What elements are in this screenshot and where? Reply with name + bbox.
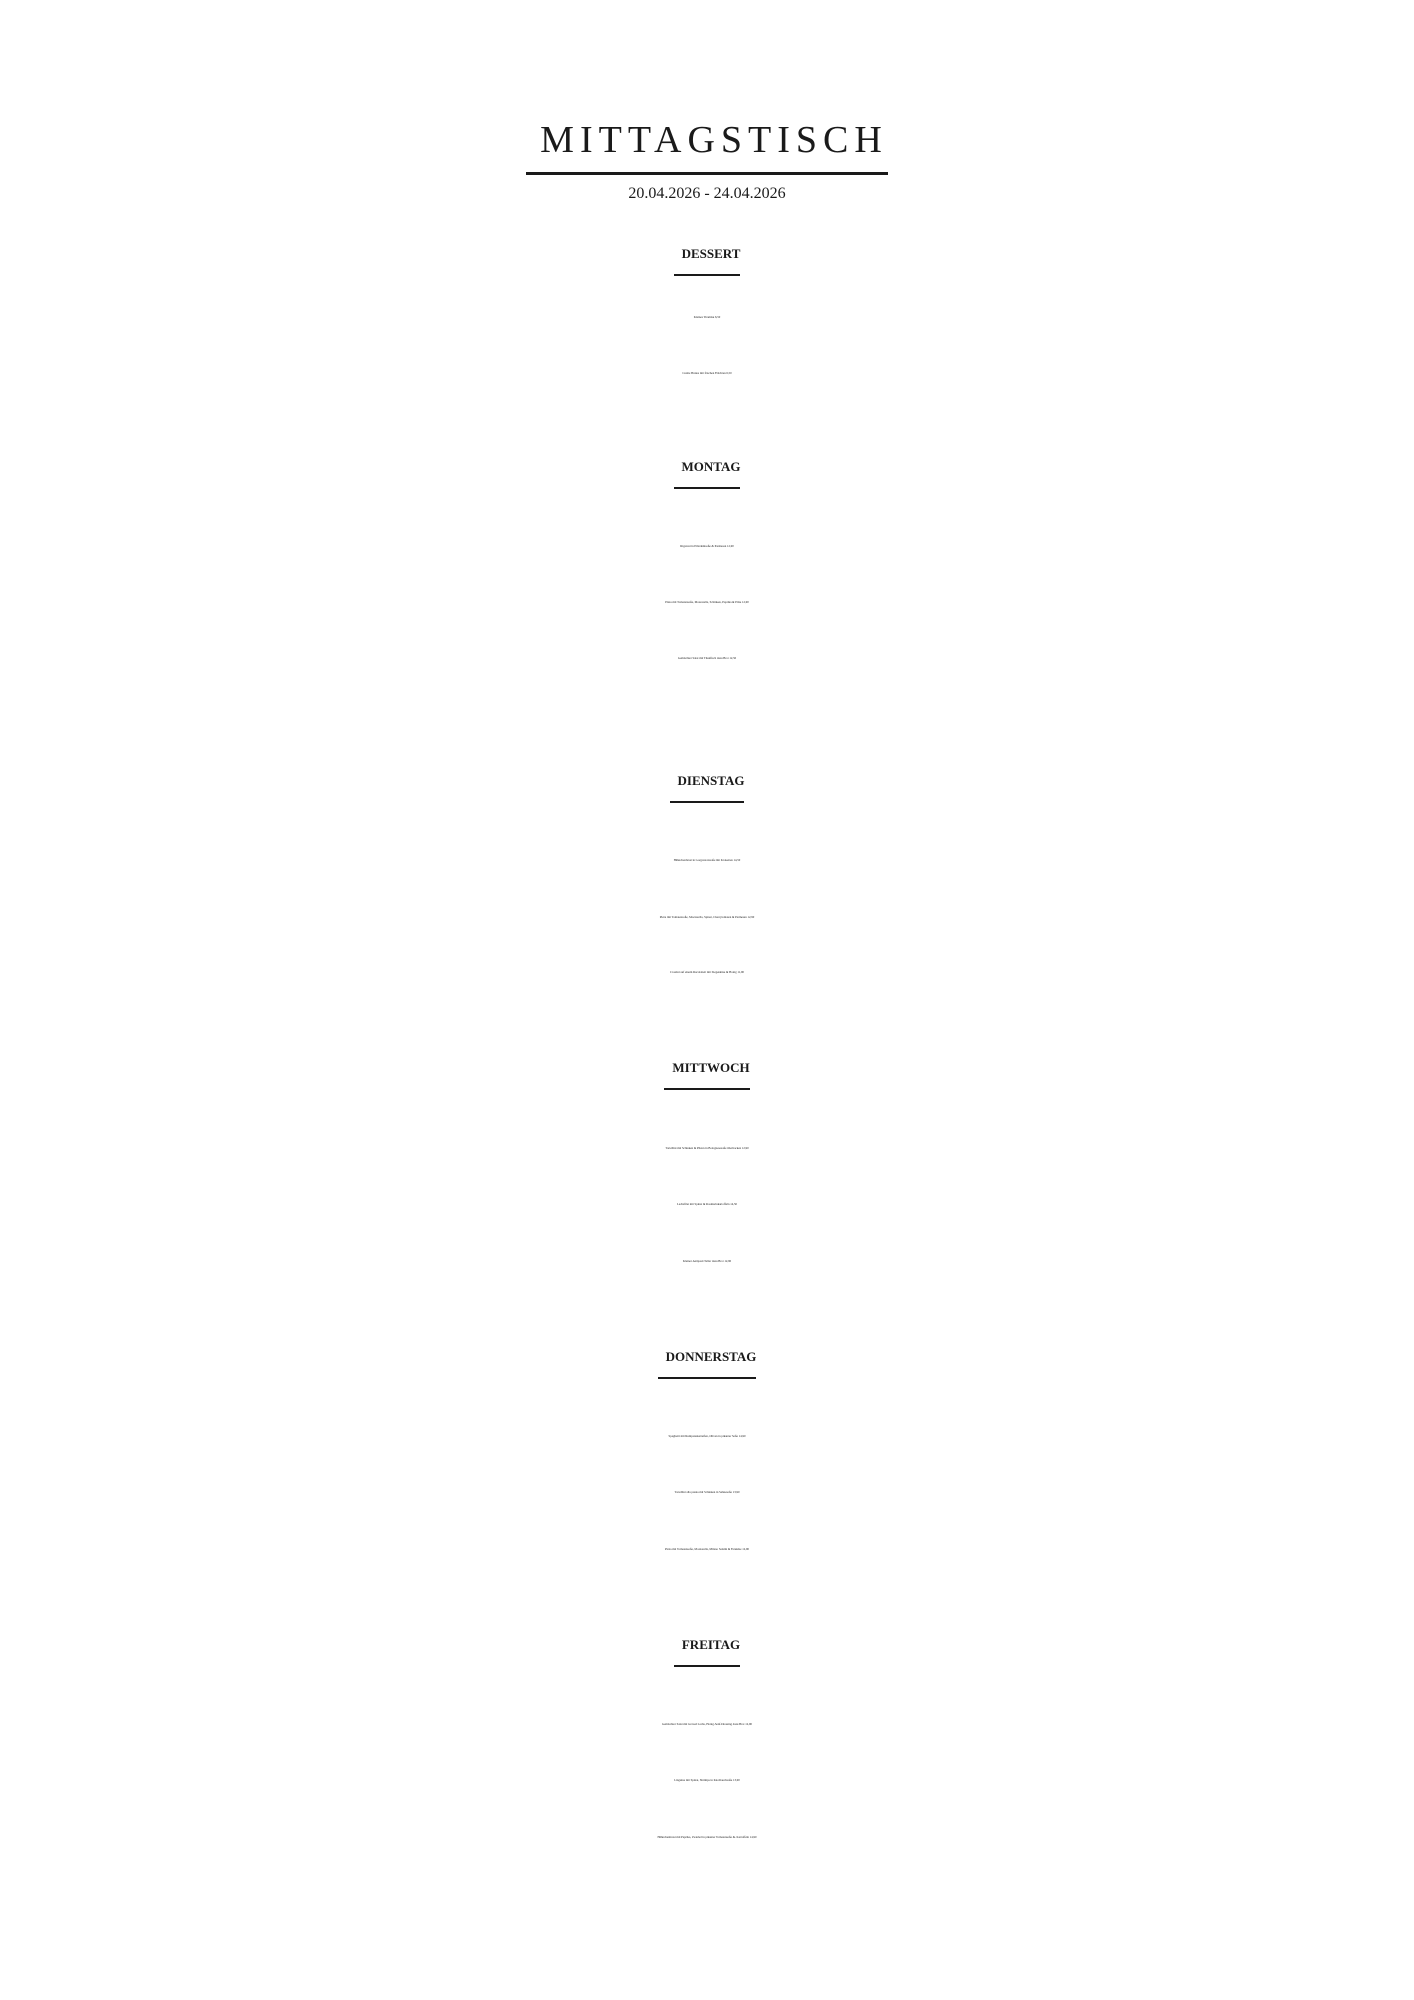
- section-heading-freitag: [0, 1625, 1414, 1667]
- section-heading-montag: [0, 447, 1414, 489]
- menu-item: Tortellini mit Schinken & Pilzen in Bolognesesoße überbacken 12,90: [665, 1146, 749, 1150]
- page-title: [0, 108, 1414, 175]
- menu-item: Crostini auf einem Rucolabett mit Ziegenkäse & Honig 11,90: [670, 970, 744, 974]
- section-heading-dessert: [0, 234, 1414, 276]
- section-heading-donnerstag: [0, 1337, 1414, 1379]
- date-range: 20.04.2026 - 24.04.2026: [628, 185, 786, 202]
- menu-item: Creme Brulee mit frischen Früchten 6,50: [682, 371, 732, 375]
- section-heading-dienstag: [0, 761, 1414, 803]
- menu-item: Pizza mit Tomatensoße, Mozzarella, Schinken, Paprika & Pilze 12,90: [665, 600, 749, 604]
- menu-item: Rigatoni in Pilzrahmsoße & Parmesan 12,90: [680, 544, 734, 548]
- menu-item: Linguine mit Spinat, Shrimps in Knoblauchsoße 13,90: [674, 1778, 740, 1782]
- menu-item: Hähnchenbrust in Gorgonzolasoße mit Kroketten 14,50: [673, 858, 741, 862]
- menu-item: Spaghetti mit Rumpsteakstreifen, Oliven in pikanter Soße 14,90: [668, 1434, 746, 1438]
- menu-item: Gemischter Salat mit Graved Lachs, Honig-Senf-Dressing dazu Brot 12,90: [662, 1722, 752, 1726]
- menu-item: Pizza mit Tomatensoße, Mozzarella, Spinat, Cherrytomaten & Parmesan 12,90: [659, 915, 755, 919]
- section-heading-text: MITTWOCH: [664, 1048, 749, 1090]
- section-heading-mittwoch: [0, 1048, 1414, 1090]
- section-heading-text: FREITAG: [674, 1625, 740, 1667]
- menu-item: Pizza mit Tomatensoße, Mozzarella, Milano Salami & Fetakäse 12,90: [665, 1547, 749, 1551]
- menu-item: Kleiner Antipasti Teller dazu Brot 12,90: [682, 1259, 732, 1263]
- section-heading-text: DESSERT: [674, 234, 741, 276]
- section-heading-text: DIENSTAG: [670, 761, 745, 803]
- menu-item: Hähnchenbrust mit Paprika, Zwiebel in pikanter Tomatensoße &. Kartoffeln 14,90: [657, 1835, 757, 1839]
- section-heading-text: MONTAG: [674, 447, 741, 489]
- menu-item: Tortellini alla panna mit Schinken in Sahnesoße 13,90: [674, 1490, 740, 1494]
- menu-item: Gemischter Salat mit Thunfisch dazu Brot 12,50: [677, 656, 737, 660]
- menu-item: Kleines Tiramisu 6,50: [693, 315, 721, 319]
- menu-item: Lachsfilet mit Spinat & Rosmarinkartoffeln 14,50: [677, 1202, 737, 1206]
- section-heading-text: DONNERSTAG: [658, 1337, 757, 1379]
- page-title-text: MITTAGSTISCH: [526, 108, 888, 175]
